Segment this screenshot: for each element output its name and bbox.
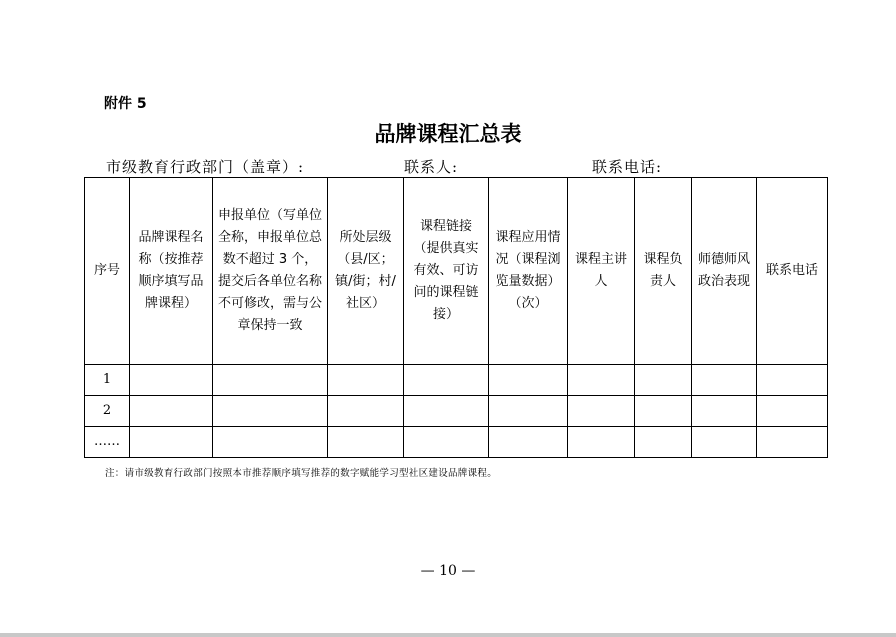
- attachment-label: 附件 5: [104, 96, 147, 112]
- column-header-course-name: 品牌课程名称（按推荐顺序填写品牌课程）: [130, 178, 213, 365]
- summary-table: [84, 177, 828, 458]
- table-cell: [404, 365, 489, 396]
- table-row: [85, 396, 828, 427]
- table-cell: [404, 396, 489, 427]
- table-cell: [635, 396, 692, 427]
- table-cell: [635, 365, 692, 396]
- column-header-course-link: 课程链接（提供真实有效、可访问的课程链接）: [404, 178, 489, 365]
- table-cell: [213, 365, 328, 396]
- table-cell: [757, 396, 828, 427]
- column-header-lecturer: 课程主讲人: [568, 178, 635, 365]
- table-cell: [328, 396, 404, 427]
- table-cell: [568, 396, 635, 427]
- table-cell: [213, 396, 328, 427]
- department-label: 市级教育行政部门（盖章）:: [106, 158, 305, 176]
- page-title: 品牌课程汇总表: [374, 121, 522, 146]
- table-cell: [130, 365, 213, 396]
- phone-label: 联系电话:: [592, 158, 663, 176]
- contact-label: 联系人:: [404, 158, 459, 176]
- column-header-owner: 课程负责人: [635, 178, 692, 365]
- table-cell: [130, 427, 213, 458]
- table-cell: [568, 365, 635, 396]
- table-cell: [489, 427, 568, 458]
- row-index: ……: [85, 427, 130, 458]
- table-cell: [328, 427, 404, 458]
- table-cell: [568, 427, 635, 458]
- page-number: — 10 —: [420, 563, 476, 579]
- row-index: 1: [85, 365, 130, 396]
- column-header-usage: 课程应用情况（课程浏览量数据）（次）: [489, 178, 568, 365]
- info-row: [106, 156, 826, 176]
- table-cell: [489, 365, 568, 396]
- table-note: 注：请市级教育行政部门按照本市推荐顺序填写推荐的数字赋能学习型社区建设品牌课程。: [105, 468, 498, 479]
- table-cell: [635, 427, 692, 458]
- table-cell: [757, 427, 828, 458]
- table-cell: [692, 365, 757, 396]
- table-cell: [692, 427, 757, 458]
- table-cell: [328, 365, 404, 396]
- table-row: [85, 427, 828, 458]
- table-cell: [489, 396, 568, 427]
- column-header-index: 序号: [85, 178, 130, 365]
- table-cell: [213, 427, 328, 458]
- column-header-applicant: 申报单位（写单位全称，申报单位总数不超过 3 个，提交后各单位名称不可修改，需与公章保持一致: [213, 178, 328, 365]
- row-index: 2: [85, 396, 130, 427]
- column-header-level: 所处层级（县/区；镇/街；村/社区）: [328, 178, 404, 365]
- table-row: [85, 365, 828, 396]
- column-header-ethics: 师德师风政治表现: [692, 178, 757, 365]
- column-header-phone: 联系电话: [757, 178, 828, 365]
- table-cell: [757, 365, 828, 396]
- table-cell: [404, 427, 489, 458]
- table-cell: [692, 396, 757, 427]
- table-header-row: [85, 178, 828, 365]
- page-edge: [0, 633, 896, 637]
- table-cell: [130, 396, 213, 427]
